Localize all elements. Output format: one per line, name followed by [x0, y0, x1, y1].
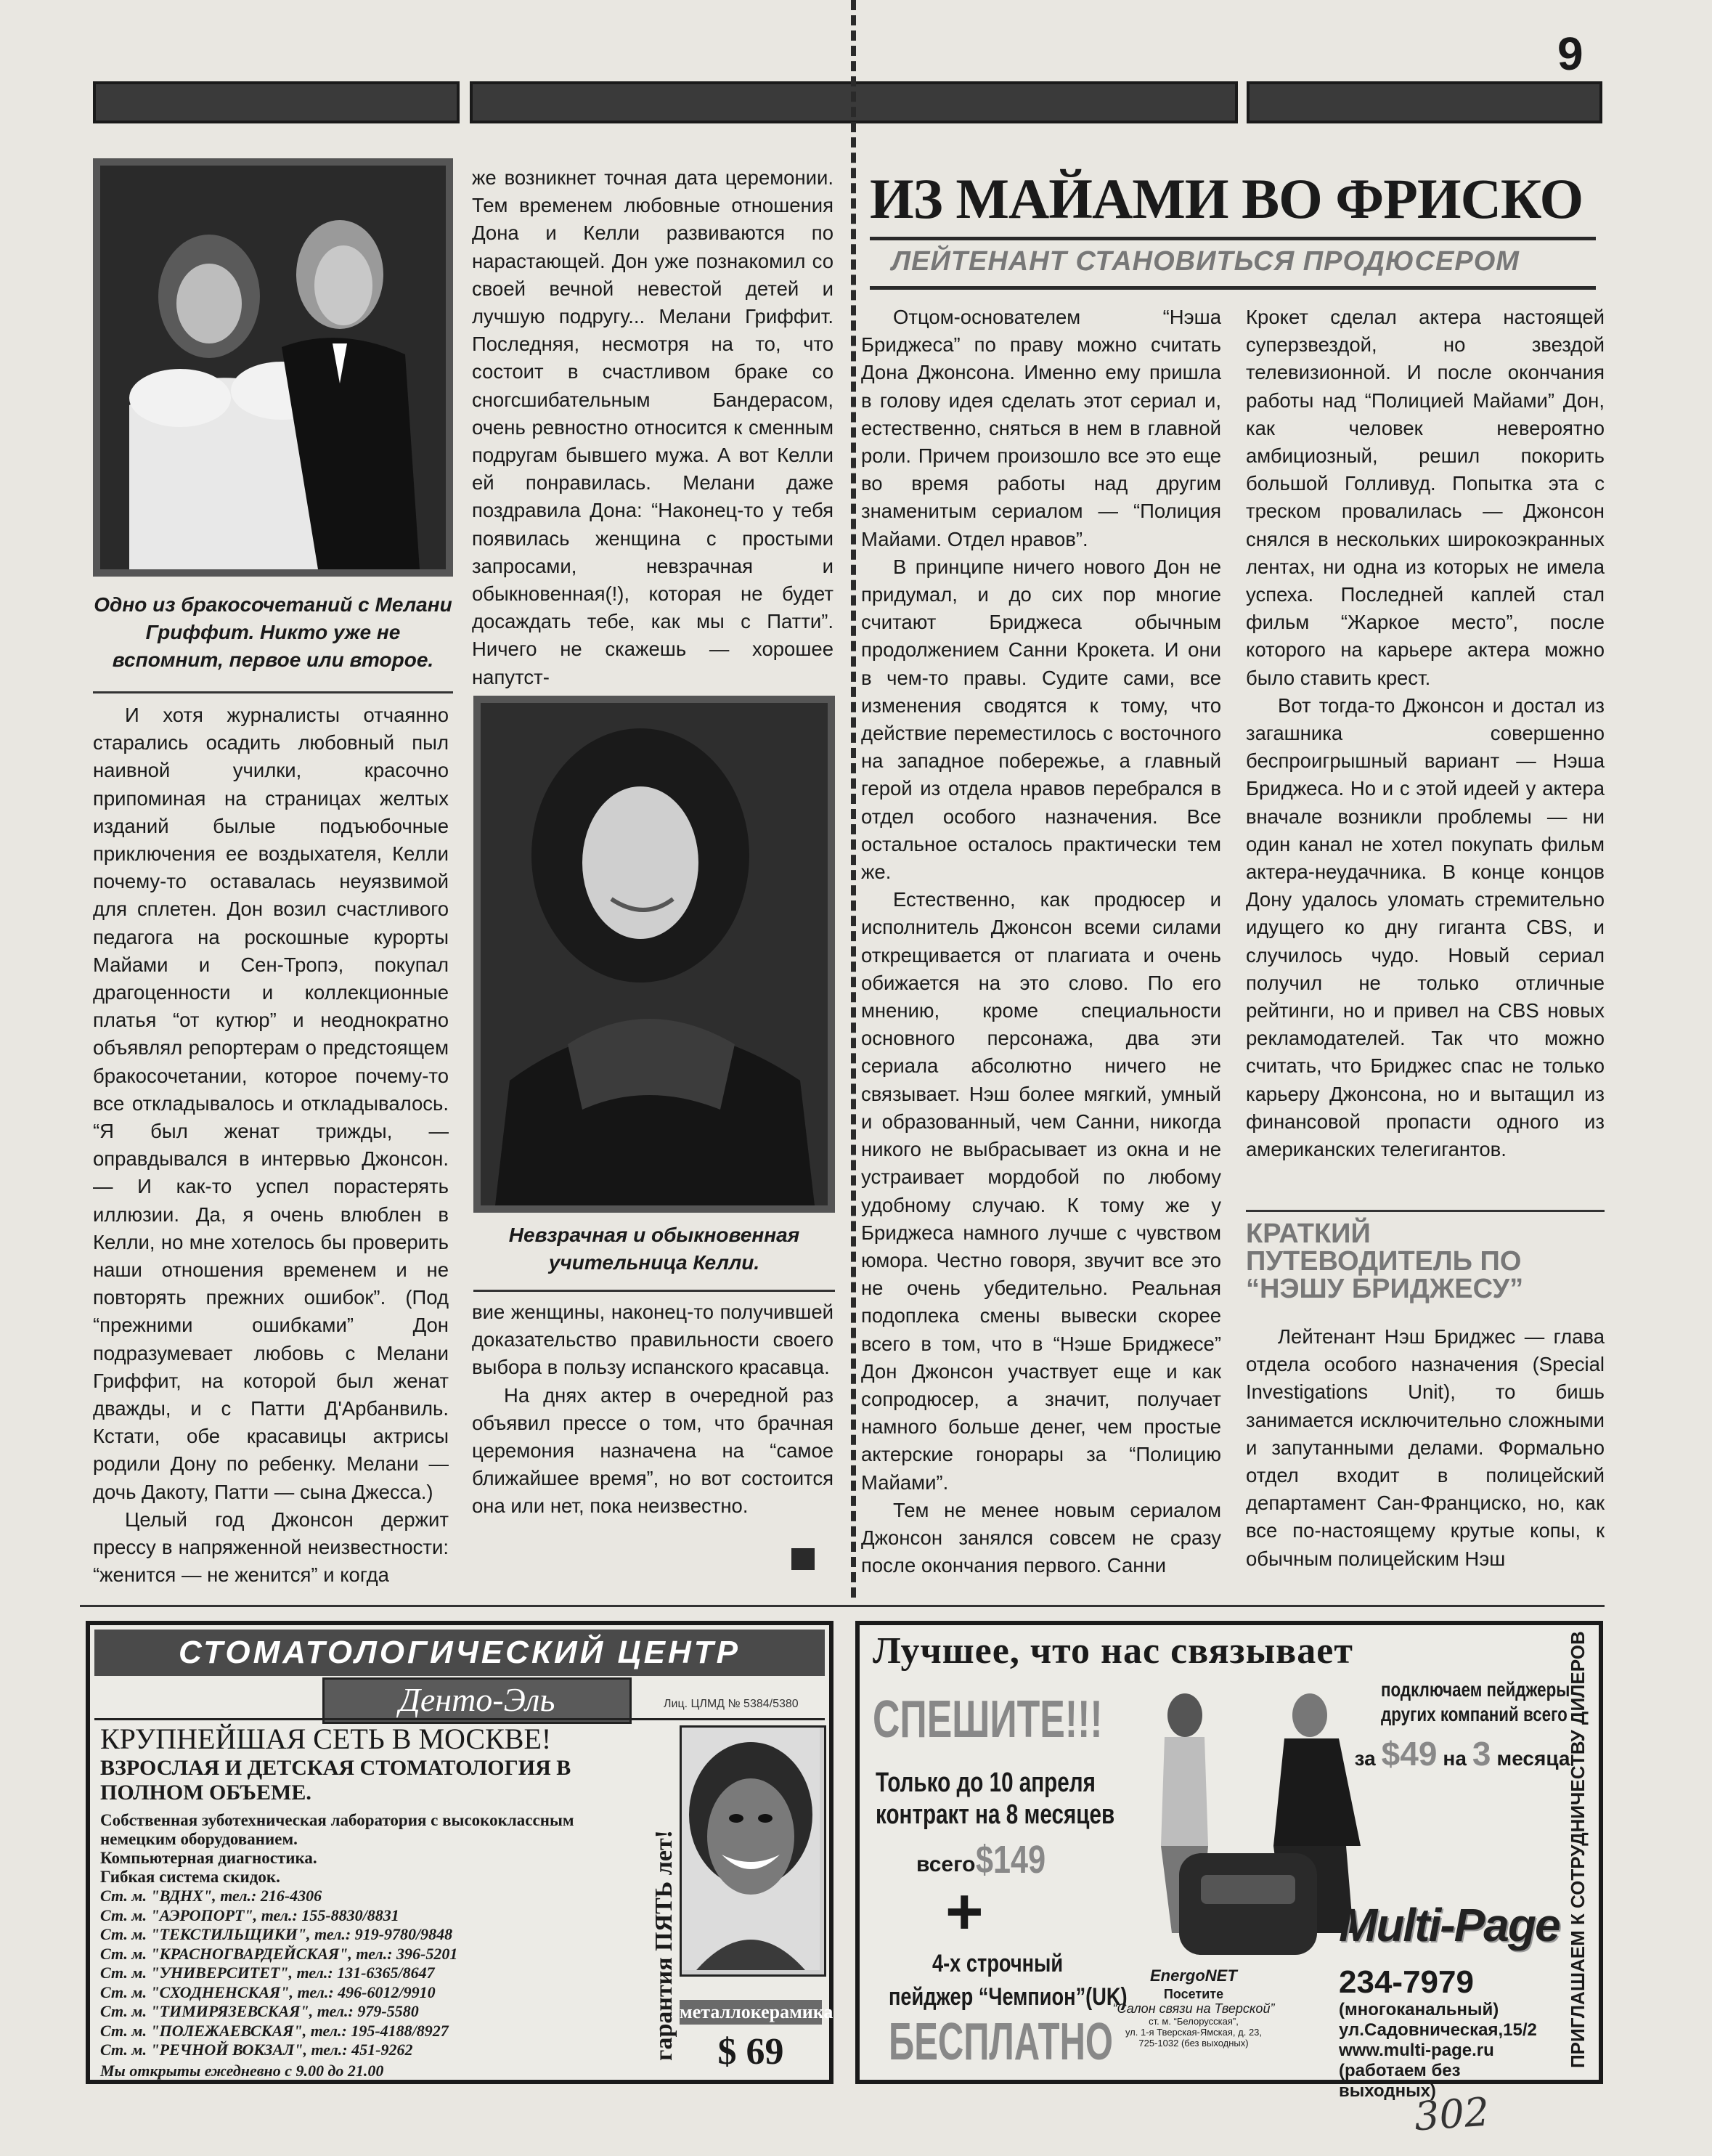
location-station: Ст. м. "КРАСНОГВАРДЕЙСКАЯ",: [100, 1944, 352, 1963]
dental-locations: [100, 1887, 623, 2080]
pager-phone-note: (многоканальный): [1339, 2000, 1499, 2019]
location-phone: тел.: 979-5580: [317, 2002, 419, 2020]
pager-brand-logo: Multi-Page: [1339, 1899, 1560, 1951]
pager-connect-for: за: [1354, 1747, 1376, 1770]
paragraph: Естественно, как продюсер и исполнитель Джонсон всеми силами открещивается от плагиата и очень обижается на это слово. По его мнению, кроме специальности основного персонажа, два эти сериала абсолютно ничего не связывает. Нэш более мягкий, умный и образованный, чем Санни, никогда никого не выбрасывает из окна и не устраивает мордобой по любому удобному случаю. К тому же у Бриджеса намного лучше с чувством юмора. Честно говоря, звучит все это не очень убедительно. Реальная подоплека смены вывески скорее всего в том, что в “Нэше Бриджесе” Дон Джонсон участвует еще и как сопродюсер, а значит, получает намного больше денег, чем простые актерские гонорары за “Полицию Майами”.: [861, 888, 1221, 1494]
pager-salon: “Салон связи на Тверской”: [1112, 2001, 1275, 2016]
pager-connect-months: месяца: [1496, 1747, 1570, 1770]
pager-website[interactable]: www.multi-page.ru: [1339, 2041, 1494, 2060]
dental-price: $ 69: [717, 2031, 784, 2072]
location-row: [100, 1964, 623, 1983]
article-column-2-bottom: [472, 1298, 833, 1521]
pager-connect-line2: других компаний всего: [1381, 1703, 1568, 1725]
pager-offer-line2: контракт на 8 месяцев: [876, 1799, 1115, 1830]
wedding-photo: [93, 158, 453, 577]
paragraph: вие женщины, наконец-то получившей доказательство правильности своего выбора в пользу испанского красавца.: [472, 1301, 833, 1379]
dental-rule: [94, 1718, 825, 1720]
pager-connect-price: $49: [1381, 1735, 1438, 1773]
paragraph: Крокет сделал актера настоящей суперзвездой, но звездой телевизионной. И после окончания работы над “Полицией Майами” Дон, как человек невероятно амбициозный, решил покорить большой Голливуд. Попытка эта с треском провалилась — Джонсон снялся в нескольких широкоэкранных лентах, ни одна из которых не имела успеха. Последней каплей стал фильм “Жаркое место”, после которого на карьере актера можно было ставить крест.: [1246, 306, 1605, 689]
location-station: Ст. м. "ТИМИРЯЗЕВСКАЯ",: [100, 2002, 314, 2020]
dental-ad[interactable]: [86, 1621, 833, 2084]
pager-salon-addr: ул. 1-я Тверская-Ямская, д. 23,: [1125, 2027, 1263, 2038]
dental-feature: Собственная зуботехническая лаборатория с высококлассным немецким оборудованием.: [100, 1811, 574, 1848]
location-station: Ст. м. "РЕЧНОЙ ВОКЗАЛ",: [100, 2041, 307, 2059]
dental-feature: Гибкая система скидок.: [100, 1868, 280, 1886]
pager-salon-addr: ст. м. “Белорусская”,: [1149, 2016, 1239, 2027]
paragraph: И хотя журналисты отчаянно старались осадить любовный пыл наивной училки, красочно припоминая на страницах желтых изданий былые подъюбочные приключения ее воздыхателя, Келли почему-то оставалась неуязвимой для сплетен. Дон возил счастливого педагога на роскошные курорты Майами и Сен-Тропэ, покупал драгоценности и коллекционные платья “от кутюр” и неоднократно объявлял репортерам о предстоящем бракосочетании, которое почему-то все откладывалось и откладывалось. “Я был женат трижды, — оправдывался в интервью Джонсон. — И как-то успел порастерять иллюзии. Да, я очень влюблен в Келли, но мне хотелось бы проверить наши отношения временем и не повторять прежних ошибок”. (Под “прежними ошибками” Дон подразумевает любовь с Мелани Гриффит, на которой был женат дважды, и с Патти Д'Арбанвиль. Кстати, обе красавицы актрисы родили Дону по ребенку. Мелани — дочь Дакоту, Патти — сына Джесса.): [93, 704, 449, 1503]
ads-top-rule: [80, 1605, 1605, 1607]
dental-subline: ВЗРОСЛАЯ И ДЕТСКАЯ СТОМАТОЛОГИЯ В ПОЛНОМ ОБЪЕМЕ.: [100, 1756, 571, 1805]
paragraph: В принципе ничего нового Дон не придумал, и до сих пор многие считают Бриджеса обычным продолжением Санни Крокета. И они в чем-то правы. Судите сами, все изменения сводятся к тому, что действие переместилось с восточного на западное побережье, а главный герой из отдела нравов перебрался в отдел особого назначения. Все остальное осталось практически тем же.: [861, 555, 1221, 884]
location-station: Ст. м. "ПОЛЕЖАЕВСКАЯ",: [100, 2021, 307, 2040]
paragraph: Отцом-основателем “Нэша Бриджеса” по праву можно считать Дона Джонсона. Именно ему пришла в голову идея сделать этот сериал и, естественно, сняться в нем в главной роли. Причем произошло все это еще во время работы над другим знаменитым сериалом — “Полиция Майами. Отдел нравов”.: [861, 306, 1221, 550]
kelly-photo: [473, 696, 835, 1213]
pager-ad[interactable]: [855, 1621, 1603, 2101]
wedding-photo-caption: Одно из бракосочетаний с Мелани Гриффит. Никто уже не вспомнит, первое или второе.: [94, 593, 452, 671]
dental-header-text: СТОМАТОЛОГИЧЕСКИЙ ЦЕНТР: [179, 1635, 741, 1670]
dental-guarantee: гарантия ПЯТЬ лет!: [651, 1830, 677, 2061]
end-mark: [791, 1548, 815, 1570]
dental-brand: Денто-Эль: [322, 1677, 632, 1724]
pager-line1: 4-х строчный: [932, 1950, 1064, 1977]
location-row: [100, 2041, 623, 2060]
pager-partner-logo: EnergoNET: [1150, 1966, 1237, 1985]
location-phone: тел.: 919-9780/9848: [314, 1925, 453, 1943]
pager-people-photo: [1128, 1686, 1368, 1962]
dental-headline: КРУПНЕЙШАЯ СЕТЬ В МОСКВЕ!: [100, 1722, 552, 1755]
location-station: Ст. м. "УНИВЕРСИТЕТ",: [100, 1964, 293, 1982]
pager-address: ул.Садовническая,15/2: [1339, 2020, 1537, 2040]
dental-features: [100, 1811, 623, 1887]
paragraph: На днях актер в очередной раз объявил прессе о том, что брачная церемония назначена на “самое ближайшее время”, но вот состоится она или нет, пока неизвестно.: [472, 1383, 833, 1518]
dental-caricature: [680, 1725, 826, 1977]
location-phone: тел.: 155-8830/8831: [261, 1905, 399, 1924]
article-subtitle: ЛЕЙТЕНАНТ СТАНОВИТЬСЯ ПРОДЮСЕРОМ: [892, 246, 1520, 277]
pager-line2: пейджер “Чемпион”(UK): [889, 1983, 1128, 2011]
location-phone: тел.: 496-6012/9910: [297, 1982, 436, 2001]
article-column-4: [1246, 304, 1605, 1163]
pager-headline: Лучшее, что нас связывает: [873, 1630, 1353, 1672]
location-row: [100, 2002, 623, 2022]
location-row: [100, 2022, 623, 2041]
article-column-3: [861, 304, 1221, 1579]
location-phone: тел.: 131-6365/8647: [296, 1964, 435, 1982]
handwritten-number: 302: [1412, 2088, 1491, 2140]
kelly-photo-caption: Невзрачная и обыкновенная учительница Келли.: [508, 1224, 800, 1274]
pager-plus: +: [945, 1876, 984, 1948]
location-station: Ст. м. "ВДНХ",: [100, 1887, 216, 1905]
pager-hurry: СПЕШИТЕ!!!: [873, 1691, 1103, 1749]
location-station: Ст. м. "ТЕКСТИЛЬЩИКИ",: [100, 1925, 311, 1943]
pager-hours: (работаем без выходных): [1339, 2061, 1461, 2101]
article-column-1: [93, 701, 449, 1590]
location-row: [100, 1925, 623, 1945]
paragraph: Лейтенант Нэш Бриджес — глава отдела особого назначения (Special Investigations Unit), то бишь занимается исключительно сложными и запутанными делами. Формально отдел входит в полицейский департамент Сан-Франциско, но, как все по-настоящему крутые копы, к обычным полицейским Нэш: [1246, 1325, 1605, 1570]
pager-connect-months-num: 3: [1472, 1735, 1491, 1773]
pager-free: БЕСПЛАТНО: [889, 2013, 1114, 2071]
pager-connect-price-row: [1354, 1734, 1570, 1773]
header-bar-left: [93, 81, 460, 123]
location-phone: тел.: 195-4188/8927: [310, 2021, 449, 2040]
location-phone: тел.: 216-4306: [220, 1887, 322, 1905]
pager-visit: [1099, 1987, 1288, 2049]
pager-phone: 234-7979: [1339, 1964, 1474, 2000]
paragraph: же возникнет точная дата церемонии. Тем временем любовные отношения Дона и Келли развиваются по нарастающей. Дон уже познакомил со своей вечной невестой детей и лучшую подругу... Мелани Гриффит. Последняя, несмотря на то, что состоит в счастливом браке со сногсшибательным Бандерасом, очень ревностно относится к сменным подругам бывшего мужа. А вот Келли ей понравилась. Мелани даже поздравила Дона: “Наконец-то у тебя появилась женщина с простыми запросами, невзрачная и обыкновенная(!), которая не будет досаждать тебе, как мы с Патти”. Ничего не скажешь — хорошее напутст-: [472, 166, 833, 688]
dental-ad-header: [94, 1630, 825, 1676]
dental-hours: Мы открыты ежедневно с 9.00 до 21.00: [100, 2061, 384, 2080]
pager-total-label: всего: [916, 1852, 976, 1876]
location-station: Ст. м. "СХОДНЕНСКАЯ",: [100, 1982, 293, 2001]
pager-visit-label: Посетите: [1163, 1987, 1224, 2001]
article-title: ИЗ МАЙАМИ ВО ФРИСКО: [870, 167, 1583, 230]
location-phone: тел.: 451-9262: [311, 2041, 413, 2059]
pager-total-price: $149: [976, 1838, 1046, 1882]
guide-heading: КРАТКИЙ ПУТЕВОДИТЕЛЬ ПО “НЭШУ БРИДЖЕСУ”: [1246, 1219, 1524, 1304]
pager-connect-line1: подключаем пейджеры: [1381, 1678, 1570, 1701]
location-row: [100, 1887, 623, 1906]
location-station: Ст. м. "АЭРОПОРТ",: [100, 1905, 258, 1924]
subtitle-rule-bottom: [870, 286, 1596, 290]
guide-text: [1246, 1323, 1605, 1573]
location-row: [100, 1906, 623, 1926]
paragraph: Тем не менее новым сериалом Джонсон занялся совсем не сразу после окончания первого. Санни: [861, 1498, 1221, 1577]
page-number: 9: [1557, 28, 1583, 80]
pager-side-text: ПРИГЛАШАЕМ К СОТРУДНИЧЕСТВУ ДИЛЕРОВ: [1567, 1631, 1589, 2068]
paragraph: Вот тогда-то Джонсон и достал из загашника совершенно беспроигрышный вариант — Нэша Бриджеса. Но и с этой идеей у актера вначале возникли проблемы — ни один канал не хотел покупать фильм актера-неудачника. В конце концов Дону удалось уломать стремительно идущего ко дну гиганта CBS, и случилось чудо. Новый сериал получил не только отличные рейтинги, но и привел на CBS новых рекламодателей. Так что можно считать, что Бриджес спас не только карьеру Джонсона, но и вытащил из финансовой пропасти одного из американских телегигантов.: [1246, 693, 1605, 1161]
caption-rule: [93, 691, 453, 693]
pager-salon-addr: 725-1032 (без выходных): [1138, 2038, 1249, 2049]
pager-connect: [1361, 1677, 1570, 1727]
column-divider: [851, 0, 856, 1598]
article-column-2-top: [472, 164, 833, 691]
subtitle-rule-top: [870, 237, 1596, 240]
pager-offer-line1: Только до 10 апреля: [876, 1767, 1096, 1798]
dental-product: металлокерамика: [680, 2000, 822, 2025]
guide-rule: [1246, 1210, 1605, 1212]
header-bar-right: [1247, 81, 1602, 123]
pager-contact: [1339, 1965, 1557, 2102]
pager-connect-on: на: [1443, 1747, 1467, 1770]
dental-license: Лиц. ЦЛМД № 5384/5380: [664, 1698, 799, 1710]
location-phone: тел.: 396-5201: [356, 1944, 458, 1963]
location-row: [100, 1945, 623, 1964]
dental-feature: Компьютерная диагностика.: [100, 1849, 317, 1867]
caption-rule: [473, 1290, 835, 1292]
location-row: [100, 1983, 623, 2003]
paragraph: Целый год Джонсон держит прессу в напряженной неизвестности: “женится — не женится” и когда: [93, 1508, 449, 1587]
